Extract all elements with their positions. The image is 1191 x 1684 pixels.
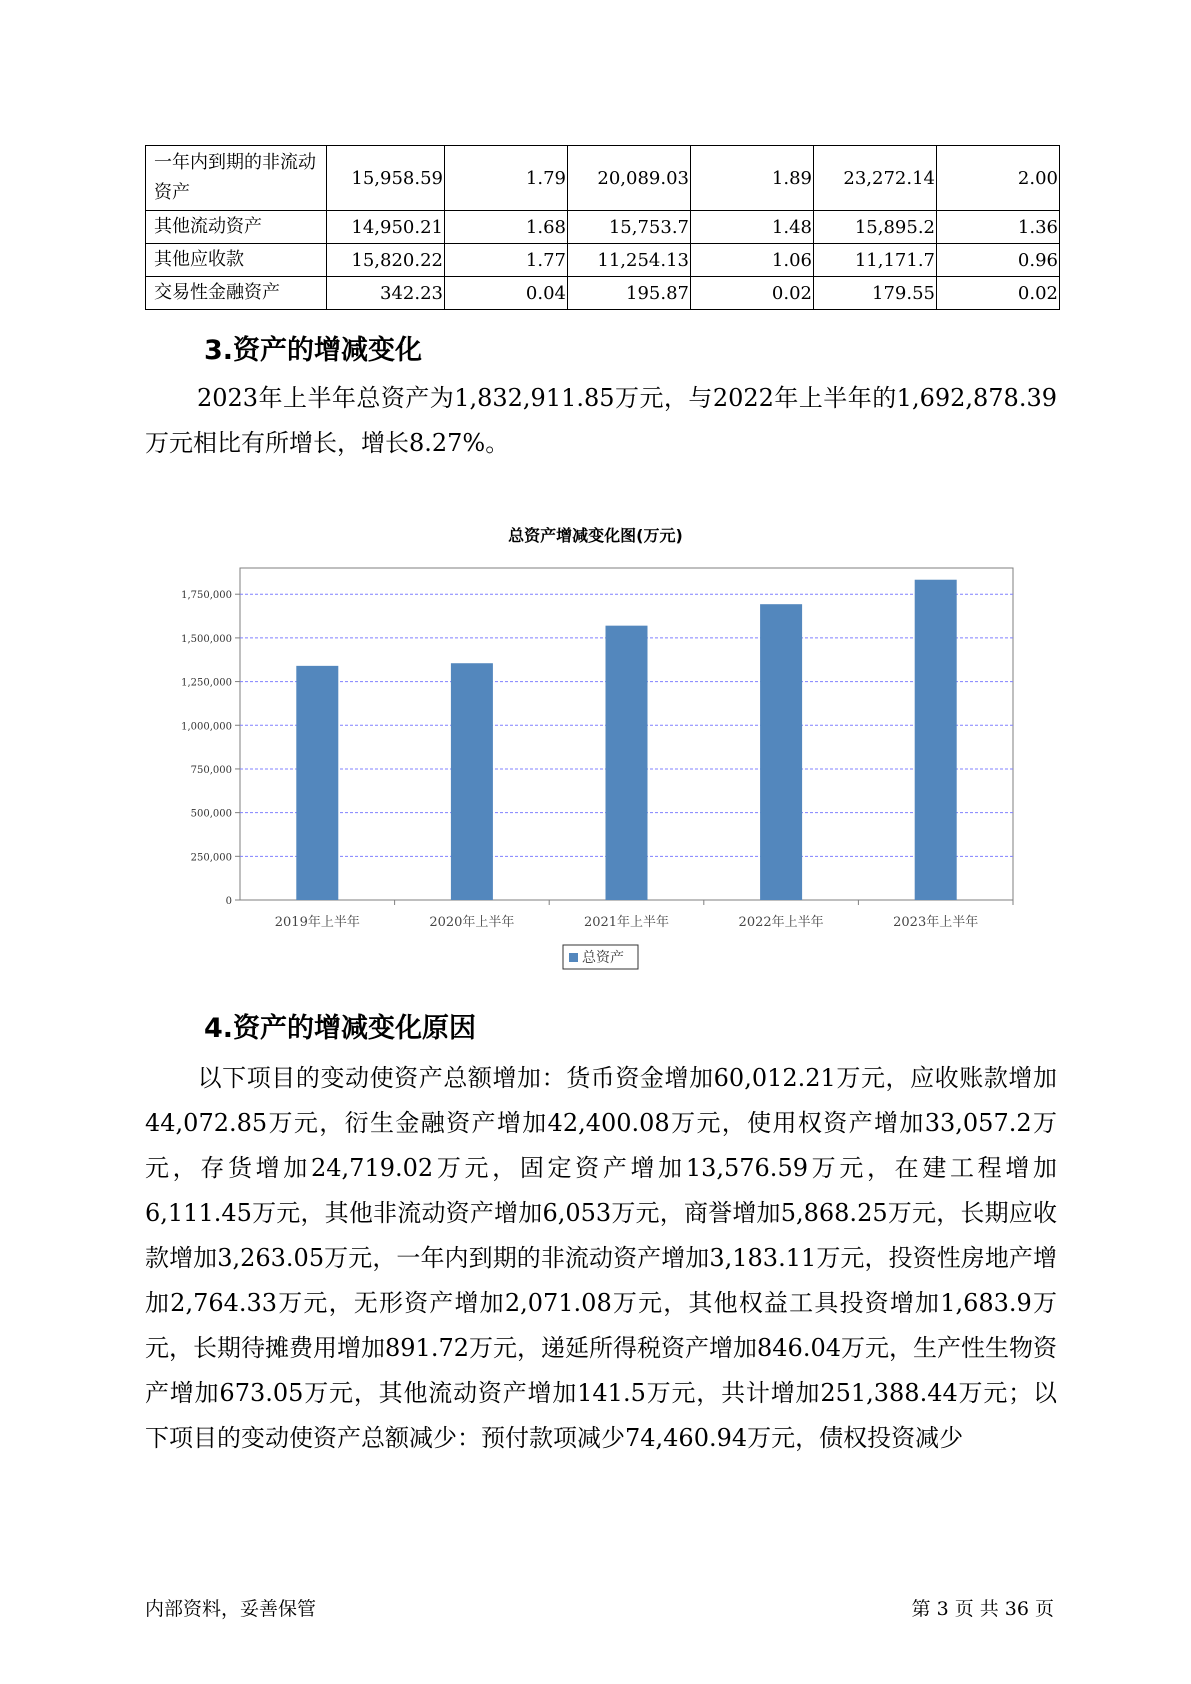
cell-value: 0.02 (937, 277, 1060, 310)
cell-value: 1.77 (445, 244, 568, 277)
cell-value: 20,089.03 (568, 146, 691, 211)
x-tick-label: 2020年上半年 (429, 915, 515, 930)
y-tick-label: 500,000 (190, 808, 232, 820)
footer-page-number: 第 3 页 共 36 页 (911, 1598, 1054, 1620)
bar (915, 580, 957, 900)
cell-value: 1.68 (445, 211, 568, 244)
cell-value: 11,171.7 (814, 244, 937, 277)
cell-value: 14,950.21 (327, 211, 445, 244)
cell-value: 179.55 (814, 277, 937, 310)
cell-value: 0.04 (445, 277, 568, 310)
y-tick-label: 1,000,000 (181, 721, 232, 733)
section-3-text: 2023年上半年总资产为1,832,911.85万元，与2022年上半年的1,692,878.39万元相比有所增长，增长8.27%。 (145, 384, 1057, 457)
cell-value: 342.23 (327, 277, 445, 310)
cell-value: 0.96 (937, 244, 1060, 277)
legend-swatch (569, 953, 578, 962)
x-tick-label: 2021年上半年 (583, 915, 670, 930)
section-4-paragraph (145, 1056, 1057, 1461)
cell-value: 23,272.14 (814, 146, 937, 211)
cell-value: 1.89 (691, 146, 814, 211)
section-3-heading: 3.资产的增减变化 (204, 335, 423, 366)
cell-value: 2.00 (937, 146, 1060, 211)
cell-value: 11,254.13 (568, 244, 691, 277)
cell-value: 15,753.7 (568, 211, 691, 244)
row-label: 一年内到期的非流动资产 (146, 146, 327, 211)
section-4-heading: 4.资产的增减变化原因 (204, 1013, 477, 1044)
cell-value: 15,820.22 (327, 244, 445, 277)
cell-value: 1.36 (937, 211, 1060, 244)
footer-confidential: 内部资料，妥善保管 (145, 1598, 317, 1620)
bar (451, 663, 493, 900)
legend-label: 总资产 (582, 950, 624, 966)
bar (760, 604, 802, 900)
cell-value: 1.79 (445, 146, 568, 211)
cell-value: 15,958.59 (327, 146, 445, 211)
y-tick-label: 1,750,000 (181, 590, 232, 602)
cell-value: 195.87 (568, 277, 691, 310)
cell-value: 0.02 (691, 277, 814, 310)
x-tick-label: 2023年上半年 (893, 915, 979, 930)
cell-value: 15,895.2 (814, 211, 937, 244)
chart-title: 总资产增减变化图(万元) (508, 526, 683, 545)
y-tick-label: 0 (225, 896, 232, 907)
y-tick-label: 750,000 (190, 764, 232, 776)
row-label: 其他应收款 (146, 244, 327, 277)
section-4-text: 以下项目的变动使资产总额增加：货币资金增加60,012.21万元，应收账款增加44,072.85万元，衍生金融资产增加42,400.08万元，使用权资产增加33,057.2万元，存货增加24,719.02万元，固定资产增加13,576.59万元，在建工程增加6,111.45万元，其他非流动资产增加6,053万元，商誉增加5,868.25万元，长期应收款增加3,263.05万元，一年内到期的非流动资产增加3,183.11万元，投资性房地产增加2,764.33万元，无形资产增加2,071.08万元，其他权益工具投资增加1,683.9万元，长期待摊费用增加891.72万元，递延所得税资产增加846.04万元，生产性生物资产增加673.05万元，其他流动资产增加141.5万元，共计增加251,388.44万元；以下项目的变动使资产总额减少：预付款项减少74,460.94万元，债权投资减少 (145, 1064, 1057, 1452)
row-label: 交易性金融资产 (146, 277, 327, 310)
cell-value: 1.06 (691, 244, 814, 277)
y-tick-label: 1,250,000 (181, 677, 232, 689)
bar (606, 626, 648, 900)
y-tick-label: 1,500,000 (181, 633, 232, 645)
row-label: 其他流动资产 (146, 211, 327, 244)
x-tick-label: 2022年上半年 (738, 915, 824, 930)
y-tick-label: 250,000 (190, 852, 232, 864)
bar (296, 666, 338, 900)
cell-value: 1.48 (691, 211, 814, 244)
x-tick-label: 2019年上半年 (274, 915, 360, 930)
